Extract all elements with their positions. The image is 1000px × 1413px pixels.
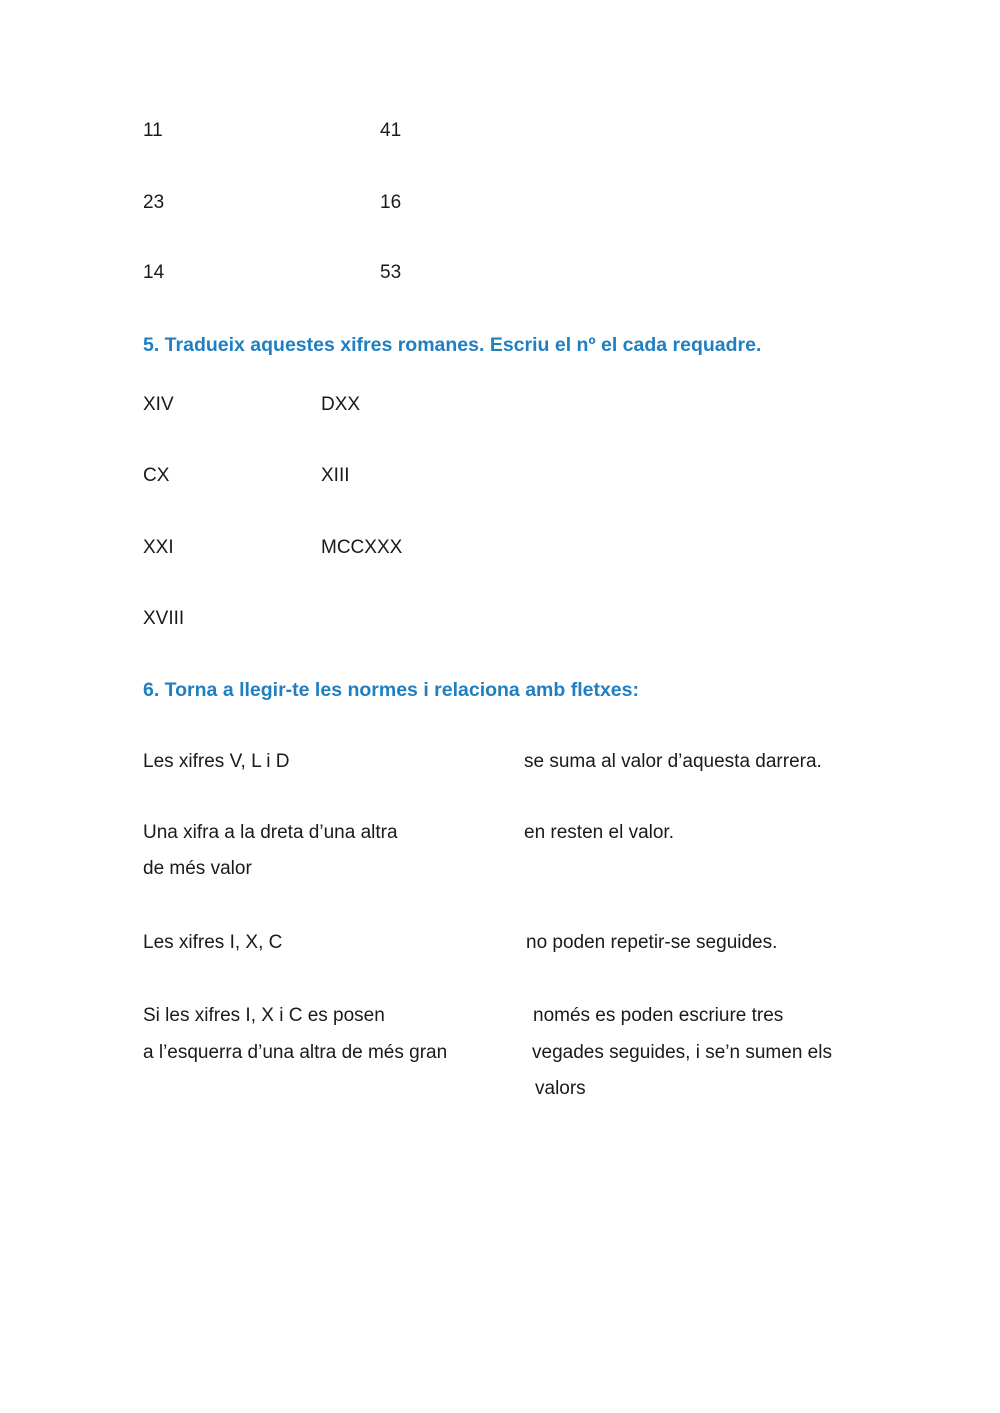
number-item: 41 [380, 120, 402, 141]
roman-numeral: DXX [321, 394, 361, 415]
rule-right-item: no poden repetir-se seguides. [526, 932, 778, 953]
rule-left-item: Les xifres V, L i D [143, 751, 290, 772]
rule-right-item-line: valors [535, 1078, 586, 1099]
rule-left-item-line: a l’esquerra d’una altra de més gran [143, 1042, 448, 1063]
rule-left-item: Si les xifres I, X i C es posen [143, 1005, 385, 1026]
roman-numeral: XVIII [143, 608, 185, 629]
rule-right-item-line: vegades seguides, i se’n sumen els [532, 1042, 832, 1063]
number-item: 53 [380, 262, 402, 283]
roman-numeral: CX [143, 465, 170, 486]
section-6-heading: 6. Torna a llegir-te les normes i relaciona amb fletxes: [143, 679, 639, 701]
rule-left-item: Les xifres I, X, C [143, 932, 283, 953]
rule-left-item-line: de més valor [143, 858, 252, 879]
number-item: 16 [380, 192, 402, 213]
rule-right-item: només es poden escriure tres [533, 1005, 784, 1026]
roman-numeral: MCCXXX [321, 537, 403, 558]
roman-numeral: XXI [143, 537, 174, 558]
number-item: 23 [143, 192, 165, 213]
number-item: 11 [143, 120, 163, 141]
rule-right-item: en resten el valor. [524, 822, 674, 843]
rule-right-item: se suma al valor d’aquesta darrera. [524, 751, 822, 772]
section-5-heading: 5. Tradueix aquestes xifres romanes. Escriu el nº el cada requadre. [143, 334, 762, 356]
number-item: 14 [143, 262, 165, 283]
roman-numeral: XIV [143, 394, 174, 415]
rule-left-item: Una xifra a la dreta d’una altra [143, 822, 398, 843]
roman-numeral: XIII [321, 465, 350, 486]
